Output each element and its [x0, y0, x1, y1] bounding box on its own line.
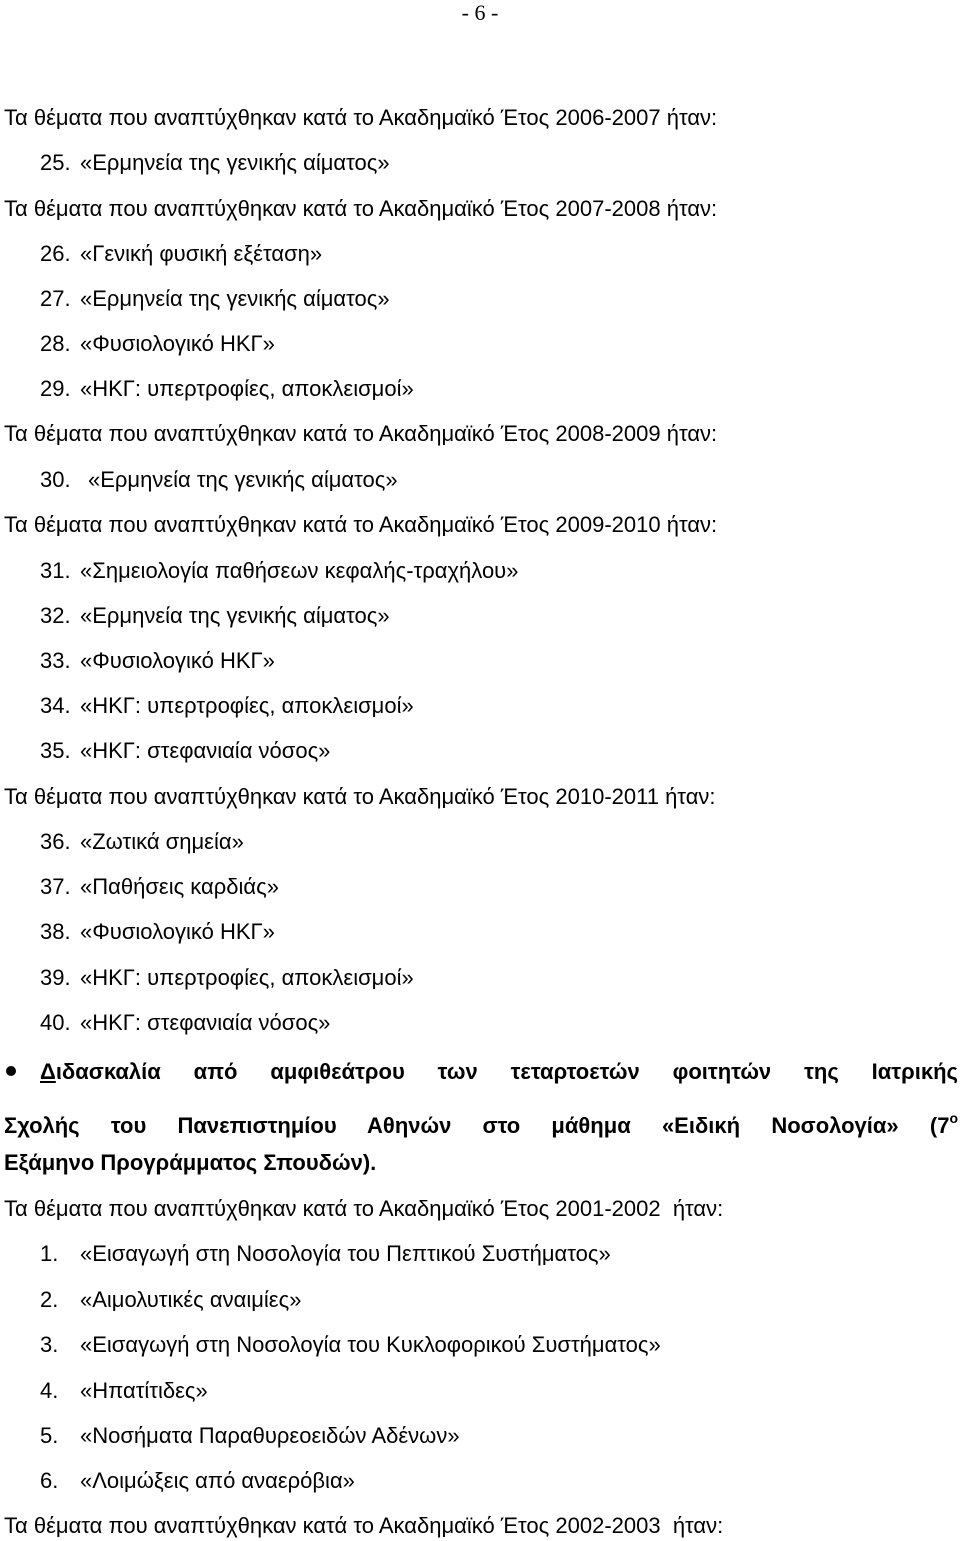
list-item: [40, 1240, 611, 1268]
item-number: 4.: [40, 1378, 59, 1403]
item-number: 25.: [40, 150, 71, 175]
list-item: [40, 918, 275, 946]
item-number: 28.: [40, 331, 71, 356]
intro-2002: Τα θέματα που αναπτύχθηκαν κατά το Ακαδημαϊκό Έτος 2002-2003 ήταν:: [4, 1513, 724, 1538]
list-item: [40, 1009, 330, 1037]
item-text: «Ζωτικά σημεία»: [80, 829, 244, 854]
item-text: «Ερμηνεία της γενικής αίματος»: [80, 286, 390, 311]
item-number: 32.: [40, 603, 71, 628]
item-number: 26.: [40, 241, 71, 266]
list-item: [40, 466, 398, 494]
item-number: 33.: [40, 648, 71, 673]
list-item: [40, 285, 390, 313]
item-text: «Φυσιολογικό ΗΚΓ»: [80, 331, 275, 356]
list-item: [40, 557, 518, 585]
heading-initial: Δ: [40, 1059, 56, 1084]
list-item: [40, 828, 244, 856]
item-text: «Ηπατίτιδες»: [80, 1378, 208, 1403]
item-number: 34.: [40, 693, 71, 718]
list-item: [40, 375, 414, 403]
item-text: «Φυσιολογικό ΗΚΓ»: [80, 919, 275, 944]
item-number: 5.: [40, 1423, 59, 1448]
item-number: 38.: [40, 919, 71, 944]
section-heading-line2: [4, 1104, 958, 1140]
list-item: [40, 1467, 355, 1495]
item-text: «Λοιμώξεις από αναερόβια»: [80, 1468, 355, 1493]
intro-2009: Τα θέματα που αναπτύχθηκαν κατά το Ακαδημαϊκό Έτος 2009-2010 ήταν:: [4, 512, 718, 537]
intro-2010: Τα θέματα που αναπτύχθηκαν κατά το Ακαδημαϊκό Έτος 2010-2011 ήταν:: [4, 784, 716, 809]
item-text: «ΗΚΓ: υπερτροφίες, αποκλεισμοί»: [80, 965, 414, 990]
section-heading-line1: [40, 1058, 958, 1086]
item-number: 29.: [40, 376, 71, 401]
item-number: 6.: [40, 1468, 59, 1493]
item-number: 1.: [40, 1241, 59, 1266]
item-text: «ΗΚΓ: στεφανιαία νόσος»: [80, 738, 331, 763]
item-text: «ΗΚΓ: υπερτροφίες, αποκλεισμοί»: [80, 693, 414, 718]
item-number: 3.: [40, 1332, 59, 1357]
page-number: - 6 -: [461, 0, 499, 25]
item-text: «Παθήσεις καρδιάς»: [80, 874, 279, 899]
item-text: «Εισαγωγή στη Νοσολογία του Κυκλοφορικού Συστήματος»: [80, 1332, 661, 1357]
item-number: 30.: [40, 467, 71, 492]
item-number: 40.: [40, 1010, 71, 1035]
intro-2001: Τα θέματα που αναπτύχθηκαν κατά το Ακαδημαϊκό Έτος 2001-2002 ήταν:: [4, 1196, 724, 1221]
list-item: [40, 1422, 460, 1450]
item-number: 39.: [40, 965, 71, 990]
intro-2007: Τα θέματα που αναπτύχθηκαν κατά το Ακαδημαϊκό Έτος 2007-2008 ήταν:: [4, 196, 718, 221]
item-text: «Σημειολογία παθήσεων κεφαλής-τραχήλου»: [80, 558, 519, 583]
item-text: «ΗΚΓ: στεφανιαία νόσος»: [80, 1010, 331, 1035]
item-text: «Φυσιολογικό ΗΚΓ»: [80, 648, 275, 673]
bullet-icon: [6, 1066, 16, 1076]
list-item: [40, 873, 279, 901]
list-item: [40, 1286, 301, 1314]
list-item: [40, 240, 322, 268]
list-item: [40, 692, 414, 720]
list-item: [40, 149, 390, 177]
heading-superscript: ο: [949, 1110, 958, 1126]
list-item: [40, 737, 330, 765]
heading-line1-rest: ιδασκαλία από αμφιθεάτρου των τεταρτοετών φοιτητών της Ιατρικής: [55, 1059, 958, 1084]
list-item: [40, 964, 414, 992]
item-number: 31.: [40, 558, 71, 583]
list-item: [40, 330, 275, 358]
item-text: «ΗΚΓ: υπερτροφίες, αποκλεισμοί»: [80, 376, 414, 401]
intro-2008: Τα θέματα που αναπτύχθηκαν κατά το Ακαδημαϊκό Έτος 2008-2009 ήταν:: [4, 421, 718, 446]
item-number: 36.: [40, 829, 71, 854]
list-item: [40, 602, 390, 630]
item-text: «Ερμηνεία της γενικής αίματος»: [80, 603, 390, 628]
list-item: [40, 647, 275, 675]
item-text: «Νοσήματα Παραθυρεοειδών Αδένων»: [80, 1423, 460, 1448]
list-item: [40, 1377, 208, 1405]
item-text: «Ερμηνεία της γενικής αίματος»: [80, 150, 390, 175]
section-heading-line3: Εξάμηνο Προγράμματος Σπουδών).: [4, 1150, 377, 1175]
list-item: [40, 1331, 661, 1359]
item-text: «Αιμολυτικές αναιμίες»: [80, 1287, 302, 1312]
item-number: 27.: [40, 286, 71, 311]
item-text: «Γενική φυσική εξέταση»: [80, 241, 323, 266]
heading-line2-text: Σχολής του Πανεπιστημίου Αθηνών στο μάθημα «Ειδική Νοσολογία» (7: [4, 1113, 950, 1138]
item-number: 2.: [40, 1287, 59, 1312]
intro-2006: Τα θέματα που αναπτύχθηκαν κατά το Ακαδημαϊκό Έτος 2006-2007 ήταν:: [4, 105, 718, 130]
item-number: 37.: [40, 874, 71, 899]
item-number: 35.: [40, 738, 71, 763]
item-text: «Εισαγωγή στη Νοσολογία του Πεπτικού Συστήματος»: [80, 1241, 611, 1266]
item-text: «Ερμηνεία της γενικής αίματος»: [88, 467, 398, 492]
